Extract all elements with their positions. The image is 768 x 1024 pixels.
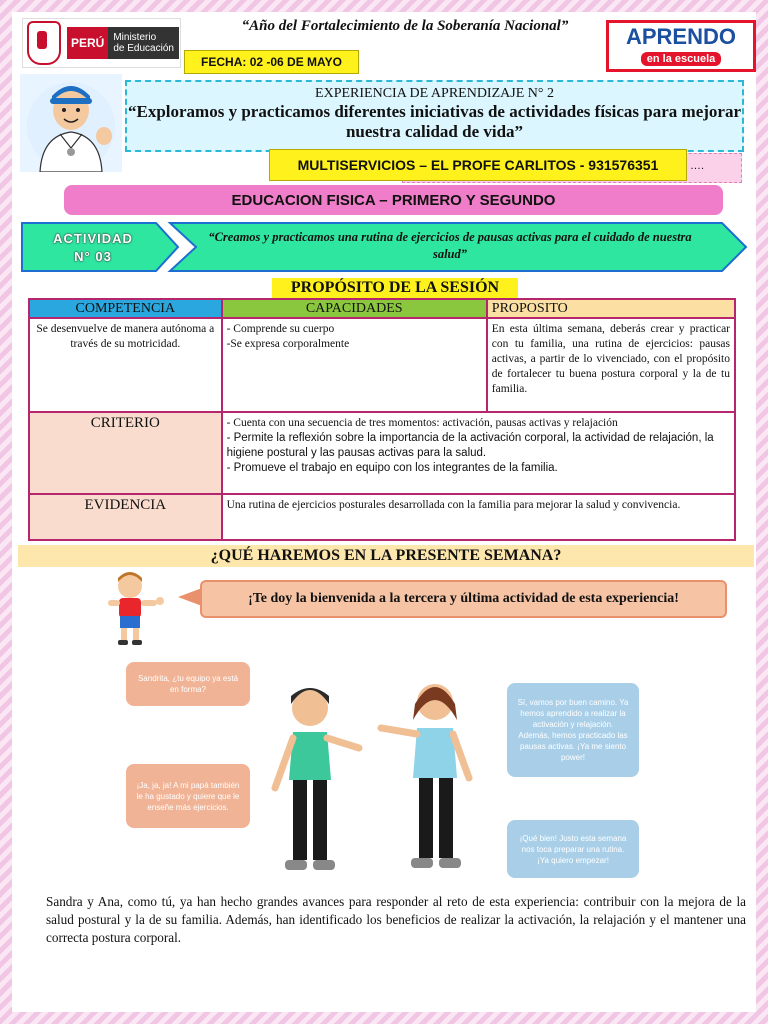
logo-ministry-line2: de Educación [113, 43, 174, 54]
teacher-banner-dots: …. [690, 160, 705, 172]
competencia-cell: Se desenvuelve de manera autónoma a través de su motricidad. [29, 318, 222, 412]
table-header-row [29, 299, 735, 318]
capacidad-item: - Comprende su cuerpo [226, 323, 335, 335]
date-badge: FECHA: 02 -06 DE MAYO [184, 50, 359, 74]
header-competencia: COMPETENCIA [29, 299, 222, 318]
header-proposito: PROPOSITO [487, 299, 735, 318]
header-capacidades: CAPACIDADES [222, 299, 487, 318]
capacidades-cell [222, 318, 487, 412]
criterio-item: - Permite la reflexión sobre la importancia de la activación corporal, la actividad de relajación, la higiene postural y las pausas activas para la salud. [226, 432, 714, 459]
criterio-cell [222, 412, 735, 494]
boy-character-icon [102, 570, 172, 646]
logo-country: PERÚ [67, 27, 108, 59]
experience-subtitle: “Exploramos y practicamos diferentes iniciativas de actividades físicas para mejorar nuestra calidad de vida” [127, 102, 742, 141]
coach-illustration [20, 74, 122, 172]
speech-bubble: Sandrita, ¿tu equipo ya está en forma? [126, 662, 250, 706]
activity-label-line1: ACTIVIDAD [53, 231, 133, 246]
aprendo-subtitle: en la escuela [641, 52, 722, 66]
aprendo-logo [606, 20, 756, 72]
week-title: ¿QUÉ HAREMOS EN LA PRESENTE SEMANA? [18, 545, 754, 567]
criterio-item: - Promueve el trabajo en equipo con los integrantes de la familia. [226, 462, 558, 474]
speech-bubble: ¡Qué bien! Justo esta semana nos toca preparar una rutina. ¡Ya quiero empezar! [507, 820, 639, 878]
table-row [29, 318, 735, 412]
criterio-item: - Cuenta con una secuencia de tres momentos: activación, pausas activas y relajación [226, 417, 618, 429]
experience-title: EXPERIENCIA DE APRENDIZAJE N° 2 [315, 86, 554, 101]
course-banner: EDUCACION FISICA – PRIMERO Y SEGUNDO [64, 185, 723, 215]
speech-bubble: Sí, vamos por buen camino. Ya hemos aprendido a realizar la activación y relajación. Además, hemos practicado las pausas activas. ¡Ya me siento power! [507, 683, 639, 777]
coach-icon [20, 74, 122, 172]
evidencia-label: EVIDENCIA [29, 494, 222, 540]
logo-ministry-line1: Ministerio [113, 32, 157, 43]
purpose-table [28, 298, 736, 541]
capacidad-item: -Se expresa corporalmente [226, 338, 350, 350]
speech-bubble: ¡Ja, ja, ja! A mi papá también le ha gustado y quiere que le enseñe más ejercicios. [126, 764, 250, 828]
year-motto: “Año del Fortalecimiento de la Soberanía Nacional” [241, 18, 569, 34]
activity-title: “Creamos y practicamos una rutina de ejercicios de pausas activas para el cuidado de nuestra salud” [208, 230, 692, 261]
purpose-title: PROPÓSITO DE LA SESIÓN [272, 278, 518, 298]
criterio-label: CRITERIO [29, 412, 222, 494]
girls-illustration [255, 670, 505, 890]
proposito-cell: En esta última semana, deberás crear y practicar con tu familia, una rutina de ejercicios: pausas activas, a partir de lo vivenciado, con el propósito de fortalecer tu buena postura corporal y la de tu familia. [487, 318, 735, 412]
teacher-banner: MULTISERVICIOS – EL PROFE CARLITOS - 931576351 [269, 149, 687, 181]
activity-label-line2: N° 03 [74, 249, 112, 264]
activity-label [28, 230, 158, 266]
welcome-bubble-tail [178, 588, 202, 606]
welcome-bubble: ¡Te doy la bienvenida a la tercera y última actividad de esta experiencia! [200, 580, 727, 618]
closing-paragraph: Sandra y Ana, como tú, ya han hecho grandes avances para responder al reto de esta experiencia: contribuir con la mejora de la salud postural y la de su familia. Además, han identificado los beneficios de realizar la activación, la relajación y el mantener una correcta postura corporal. [46, 894, 746, 945]
logo-ministry [108, 27, 179, 59]
experience-box [125, 80, 744, 152]
evidencia-cell: Una rutina de ejercicios posturales desarrollada con la familia para mejorar la salud y convivencia. [222, 494, 735, 540]
table-row [29, 494, 735, 540]
aprendo-title: APRENDO [625, 24, 736, 49]
table-row [29, 412, 735, 494]
minedu-logo [22, 18, 181, 68]
peru-shield-icon [27, 21, 61, 65]
